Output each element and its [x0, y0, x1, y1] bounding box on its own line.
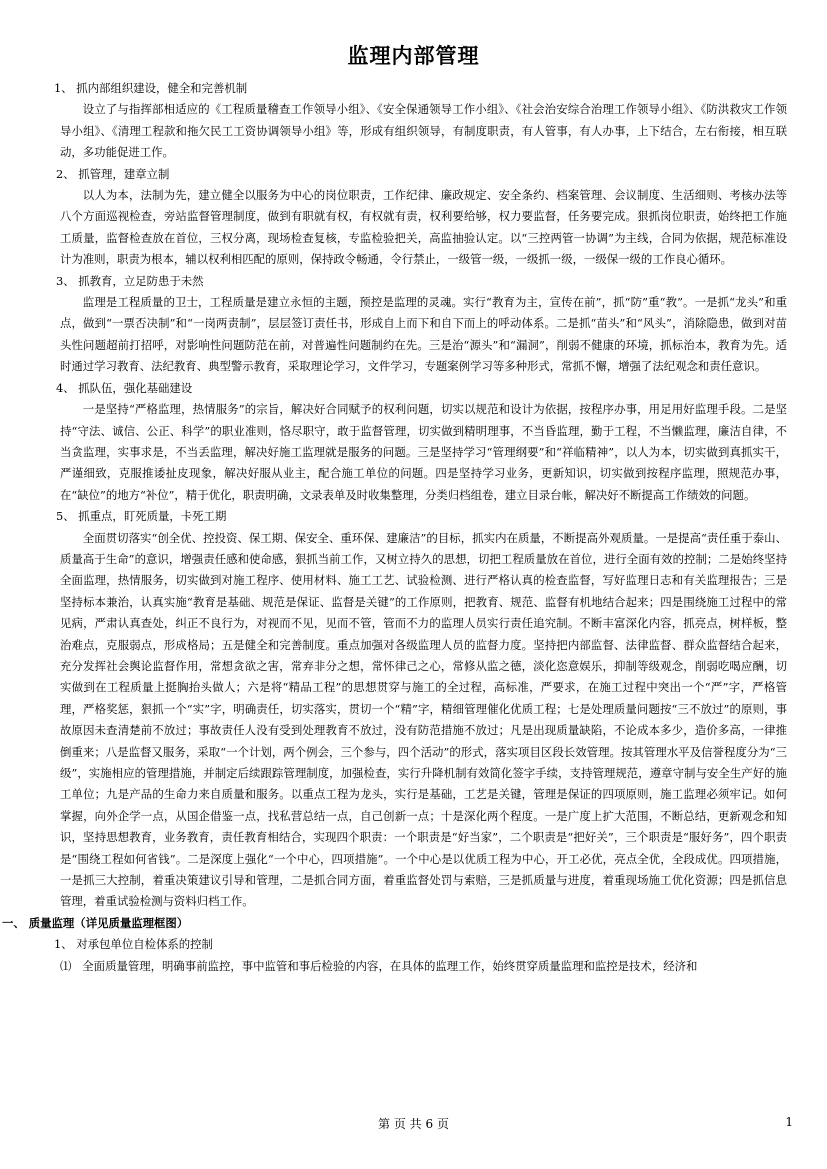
section-paragraph-2: 以人为本，法制为先，建立健全以服务为中心的岗位职责，工作纪律、廉政规定、安全条约、档案管理、会议制度、生活细则、考核办法等八个方面巡视检查，旁站监督管理制度，做到有职就有权，有权就有责，权利要给够，权力要监督，任务要完成。狠抓岗位职责，始终把工作施工质量，监督检查放在首位，三权分离，现场检查复核，专监检验把关，高监抽验认定。以“三控两管一协调”为主线，合同为依据，规范标准设计为准则，职责为根本，辅以权利相匹配的原则，保持政令畅通，令行禁止，一级管一级，一级抓一级，一级保一级的工作良心循环。	[60, 188, 787, 267]
page-title: 监理内部管理	[347, 44, 480, 68]
quality-item-1	[60, 956, 787, 977]
section-heading-2: 2、 抓管理，建章立制	[56, 166, 170, 181]
section-paragraph-1: 设立了与指挥部相适应的《工程质量稽查工作领导小组》、《安全保通领导工作小组》、《社会治安综合治理工作领导小组》、《防洪救灾工作领导小组》、《清理工程款和拖欠民工工资协调领导小组》等，形成有组织领导，有制度职责，有人管事，有人办事，上下结合，左右衔接，相互联动，多功能促进工作。	[60, 102, 787, 160]
document-body	[2, 78, 787, 977]
section-heading-3: 3、 抓教育，立足防患于未然	[56, 273, 204, 288]
section-paragraph-5: 全面贯切落实“创全优、控投资、保工期、保安全、重环保、建廉洁”的目标，抓实内在质量，不断提高外观质量。一是提高“责任重于泰山、质量高于生命”的意识，增强责任感和使命感，狠抓当前工作，又树立持久的思想，切把工程质量放在首位，进行全面有效的控制；二是始终坚持全面监理，热情服务，切实做到对施工程序、使用材料、施工工艺、试验检测、进行严格认真的检查监督，写好监理日志和有关监理报告；三是坚持标本兼治，认真实施“教育是基础、规范是保证、监督是关键”的工作原则，把教育、规范、监督有机地结合起来；四是围绕施工过程中的常见病，严肃认真查处，纠正不良行为，对视而不见，见而不管，管而不力的监理人员实行责任追究制。不断丰富深化内容，抓亮点，树样板，整治难点，克服弱点，形成格局；五是健全和完善制度。重点加强对各级监理人员的监督力度。坚持把内部监督、法律监督、群众监督结合起来，充分发挥社会舆论监督作用，常想贪欲之害，常弃非分之想，常怀律己之心，常修从监之德，淡化恣意娱乐，抑制等级观念，削弱吃喝应酬，切实做到在工程质量上挺胸抬头做人；六是将“精品工程”的思想贯穿与施工的全过程，高标准，严要求，在施工过程中突出一个“严”字，严格管理，严格奖惩，狠抓一个“实”字，明确责任，切实落实，贯切一个“精”字，精细管理催化优质工程；七是处理质量问题按“三不放过”的原则，事故原因未查清楚前不放过；事故责任人没有受到处理教育不放过，没有防范措施不放过；凡是出现质量缺陷，不论成本多少，造价多高，一律推倒重来；八是监督又服务，采取“一个计划，两个例会，三个参与，四个活动”的形式，落实项目区段长效管理。按其管理水平及信誉程度分为“三级”，实施相应的管理措施，并制定后续跟踪管理制度，加强检查，实行升降机制有效简化签字手续，支持管理规范，遵章守制与安全生产好的施工单位；九是产品的生命力来自质量和服务。以重点工程为龙头，实行是基础，工艺是关键，管理是保证的四项原则，施工监理必须牢记。如何掌握，向外企学一点，从国企借鉴一点，找私营总结一点，自己创新一点；十是深化两个程度。一是广度上扩大范围，不断总结，更新观念和知识，坚持思想教育，业务教育，责任教育相结合，实现四个职责：一个职责是“好当家”，二个职责是“把好关”，三个职责是“服好务”，四个职责是“围绕工程如何省钱”。二是深度上强化“一个中心，四项措施”。一个中心是以优质工程为中心，开工必优，亮点全优，全段成优。四项措施，一是抓三大控制，着重决策建议引导和管理，二是抓合同方面，着重监督处罚与索赔，三是抓质量与进度，着重现场施工优化资源；四是抓信息管理，着重试验检测与资料归档工作。	[60, 530, 787, 909]
page-count-label: 第 页 共 6 页	[378, 1117, 449, 1131]
item-text: 全面质量管理，明确事前监控，事中监管和事后检验的内容，在具体的监理工作，始终贯穿质量监理和监控是技术，经济和	[82, 958, 698, 973]
quality-sub-heading: 1、 对承包单位自检体系的控制	[54, 937, 213, 952]
section-heading-1: 1、 抓内部组织建设，健全和完善机制	[54, 81, 248, 95]
section-heading-4: 4、 抓队伍，强化基础建设	[56, 380, 193, 395]
section-heading-5: 5、 抓重点，盯死质量，卡死工期	[56, 509, 227, 524]
quality-section-heading: 一、 质量监理（详见质量监理框图）	[2, 915, 189, 930]
page-number: 1	[785, 1115, 793, 1129]
section-paragraph-4: 一是坚持“严格监理，热情服务”的宗旨，解决好合同赋予的权利问题，切实以规范和设计为依据，按程序办事，用足用好监理手段。二是坚持“守法、诚信、公正、科学”的职业准则，恪尽职守，敢于监督管理，切实做到精明理事，不当昏监理，勤于工程，不当懒监理，廉洁自律，不当贪监理，实事求是，不当丢监理，解决好施工监理就是服务的问题。三是坚持学习“管理纲要”和“祥临精神”，以人为本，切实做到真抓实干，严谨细致，克服推诿扯皮现象，解决好服从业主，配合施工单位的问题。四是坚持学习业务，更新知识，切实做到按程序监理，照规范办事，在“缺位”的地方“补位”，精于优化，职责明确，文录表单及时收集整理，分类归档组卷，建立目录台帐，解决好不断提高工作绩效的问题。	[60, 402, 787, 502]
item-label: ⑴	[60, 958, 72, 973]
section-paragraph-3: 监理是工程质量的卫士，工程质量是建立永恒的主题，预控是监理的灵魂。实行“教育为主，宣传在前”，抓“防”重“教”。一是抓“龙头”和重点，做到“一票否决制”和“一岗两责制”，层层签订责任书，形成自上而下和自下而上的呼动体系。二是抓“苗头”和“风头”，消除隐患，做到对苗头性问题超前打招呼，对影响性问题防范在前，对普遍性问题制约在先。三是治“源头”和“漏洞”，削弱不健康的环境，抓标治本，教育为先。适时通过学习教育、法纪教育、典型警示教育，采取理论学习，文件学习，专题案例学习等多种形式，常抓不懈，增强了法纪观念和责任意识。	[60, 295, 787, 374]
